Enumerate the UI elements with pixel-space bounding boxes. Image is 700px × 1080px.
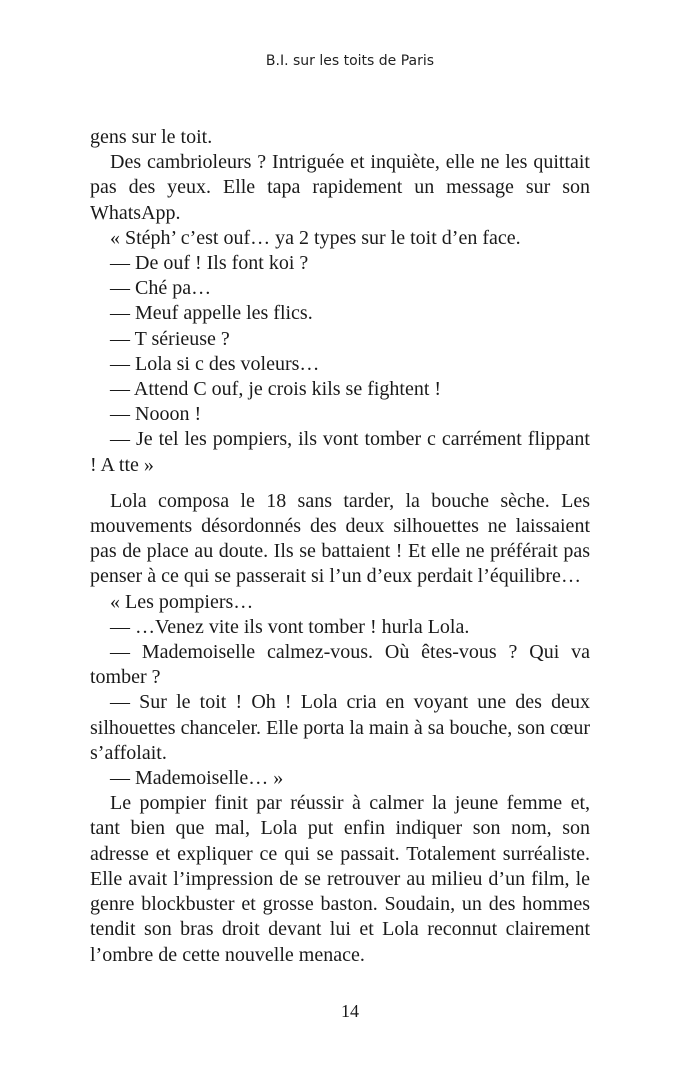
page-number: 14 xyxy=(341,1001,359,1021)
dialogue-line: — Mademoiselle calmez-vous. Où êtes-vous ? Qui va tomber ? xyxy=(90,641,590,689)
dialogue-line: — Meuf appelle les flics. xyxy=(110,302,313,325)
dialogue-line: « Stéph’ c’est ouf… ya 2 types sur le toit d’en face. xyxy=(110,226,521,249)
dialogue-line: — Lola si c des voleurs… xyxy=(110,352,320,375)
dialogue-line: — Sur le toit ! Oh ! Lola cria en voyant une des deux silhouettes chanceler. Elle porta la main à sa bouche, son cœur s’affolait. xyxy=(90,691,590,764)
paragraph: Des cambrioleurs ? Intriguée et inquiète, elle ne les quittait pas des yeux. Elle tapa rapidement un message sur son WhatsApp. xyxy=(90,151,590,224)
dialogue-line: — Ché pa… xyxy=(110,277,212,300)
dialogue-line: — T sérieuse ? xyxy=(110,327,230,350)
dialogue-line: — …Venez vite ils vont tomber ! hurla Lola. xyxy=(110,615,470,638)
paragraph: gens sur le toit. xyxy=(90,126,213,148)
dialogue-line: — Mademoiselle… » xyxy=(110,767,284,790)
body-text xyxy=(90,125,590,968)
paragraph: Lola composa le 18 sans tarder, la bouche sèche. Les mouvements désordonnés des deux silhouettes ne laissaient pas de place au doute. Ils se battaient ! Et elle ne préférait pas penser à ce qui se passerait si l’un d’eux perdait l’équilibre… xyxy=(90,489,590,588)
dialogue-line: — Je tel les pompiers, ils vont tomber c carrément flippant ! A tte » xyxy=(90,428,590,476)
dialogue-line: « Les pompiers… xyxy=(110,590,254,613)
dialogue-line: — Attend C ouf, je crois kils se fightent ! xyxy=(110,378,442,401)
dialogue-line: — Nooon ! xyxy=(110,403,202,426)
paragraph: Le pompier finit par réussir à calmer la jeune femme et, tant bien que mal, Lola put enfin indiquer son nom, son adresse et expliquer ce qui se passait. Totalement surréaliste. Elle avait l’impression de se retrouver au milieu d’un film, le genre blockbuster et grosse baston. Soudain, un des hommes tendit son bras droit devant lui et Lola reconnut clairement l’ombre de cette nouvelle menace. xyxy=(90,792,590,966)
dialogue-line: — De ouf ! Ils font koi ? xyxy=(110,252,309,275)
running-header: B.I. sur les toits de Paris xyxy=(265,53,435,69)
